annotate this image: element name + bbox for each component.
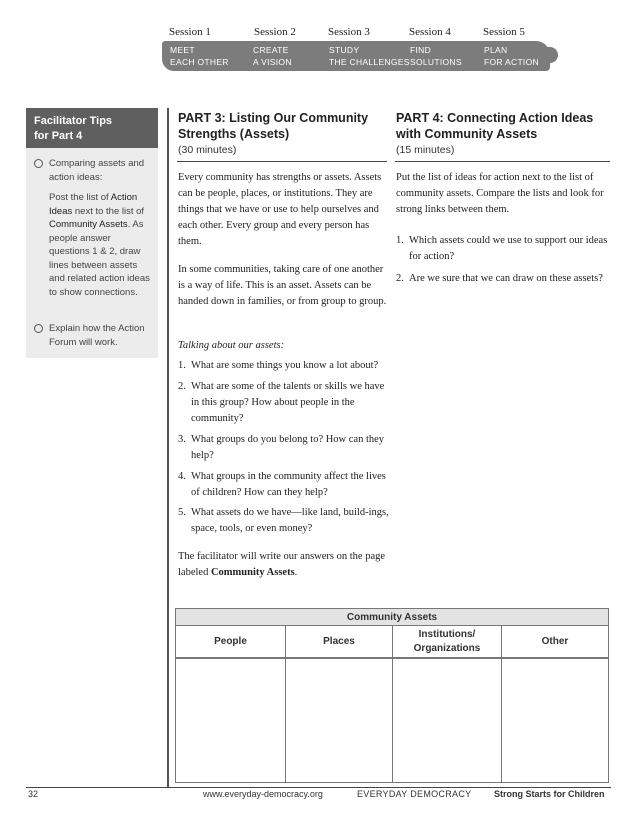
circle-bullet-icon [34,159,43,168]
part-3-talking-heading: Talking about our assets: [178,340,285,351]
part-3-title: PART 3: Listing Our Community Strengths (Assets) [178,111,369,141]
part-3-question-1: 1. What are some things you know a lot about? [178,360,379,371]
cell-places[interactable] [286,659,392,783]
tip-action-forum: Explain how the Action Forum will work. [34,322,154,349]
page-number: 32 [28,789,39,799]
part-3-paragraph-2: In some communities, taking care of one another is a way of life. This is an asset. Assets can be handed down in families, or from group to group. [178,264,387,307]
part-3-question-2: 2. What are some of the talents or skills we have in this group? How about people in the community? [178,381,385,424]
part-3-question-4: 4. What groups in the community affect the lives of children? How can they help? [178,471,386,498]
part-4-question-1: 1. Which assets could we use to support our ideas for action? [396,235,608,262]
session-2-label: Session 2 [254,26,296,38]
part-3-question-5: 5. What assets do we have—like land, build-ings, space, tools, or even money? [178,507,389,534]
part-4-paragraph-1: Put the list of ideas for action next to the list of community assets. Compare the lists and look for strong links between them. [396,172,604,215]
part-3-rule [177,161,387,162]
table-title: Community Assets [176,609,608,626]
part-3-paragraph-1: Every community has strengths or assets. Assets can be people, places, or institutions. They are things that we have or use to help ourselves and each other. Every group and every person has them. [178,172,382,247]
cell-institutions[interactable] [393,659,501,783]
session-1-label: Session 1 [169,26,211,38]
column-header-institutions: Institutions/ Organizations [393,626,501,658]
part-4-question-2: 2. Are we sure that we can draw on these assets? [396,273,603,284]
session-5-label: Session 5 [483,26,525,38]
facilitator-tips-box [26,108,158,358]
tip-heading-line-1: Comparing assets and [49,158,145,169]
session-1-subtitle: MEET EACH OTHER [170,45,229,67]
session-3-subtitle: STUDY THE CHALLENGES [329,45,410,67]
tip-comparing-assets [34,157,154,184]
cell-people[interactable] [176,659,285,783]
facilitator-tips-title: Facilitator Tips for Part 4 [26,108,158,148]
column-header-places: Places [286,626,392,658]
part-3-question-3: 3. What groups do you belong to? How can they help? [178,434,385,461]
part-4-title: PART 4: Connecting Action Ideas with Community Assets [396,111,594,141]
session-2-subtitle: CREATE A VISION [253,45,292,67]
footer-url[interactable]: www.everyday-democracy.org [203,789,323,799]
tip-heading-line-2: action ideas: [49,171,103,183]
session-navigation [162,26,552,72]
column-divider [167,108,169,788]
session-5-subtitle: PLAN FOR ACTION [484,45,539,67]
column-header-people: People [176,626,285,658]
part-3-closing: The facilitator will write our answers on the page labeled Community Assets. [178,551,386,578]
column-header-other: Other [502,626,608,658]
tip-instructions: Post the list of Action Ideas next to the list of Community Assets. As people answer questions 1 & 2, draw lines between assets and related action ideas to show connections. [49,192,150,298]
part-4-duration: (15 minutes) [396,144,455,156]
part-4-rule [395,161,610,162]
session-4-label: Session 4 [409,26,451,38]
part-3-duration: (30 minutes) [178,144,237,156]
circle-bullet-icon [34,324,43,333]
footer-rule [26,787,611,788]
footer-organization: EVERYDAY DEMOCRACY [357,789,472,799]
session-4-subtitle: FIND SOLUTIONS [410,45,462,67]
footer-guide-title: Strong Starts for Children [494,789,605,799]
cell-other[interactable] [502,659,608,783]
session-3-label: Session 3 [328,26,370,38]
community-assets-table [175,608,609,783]
